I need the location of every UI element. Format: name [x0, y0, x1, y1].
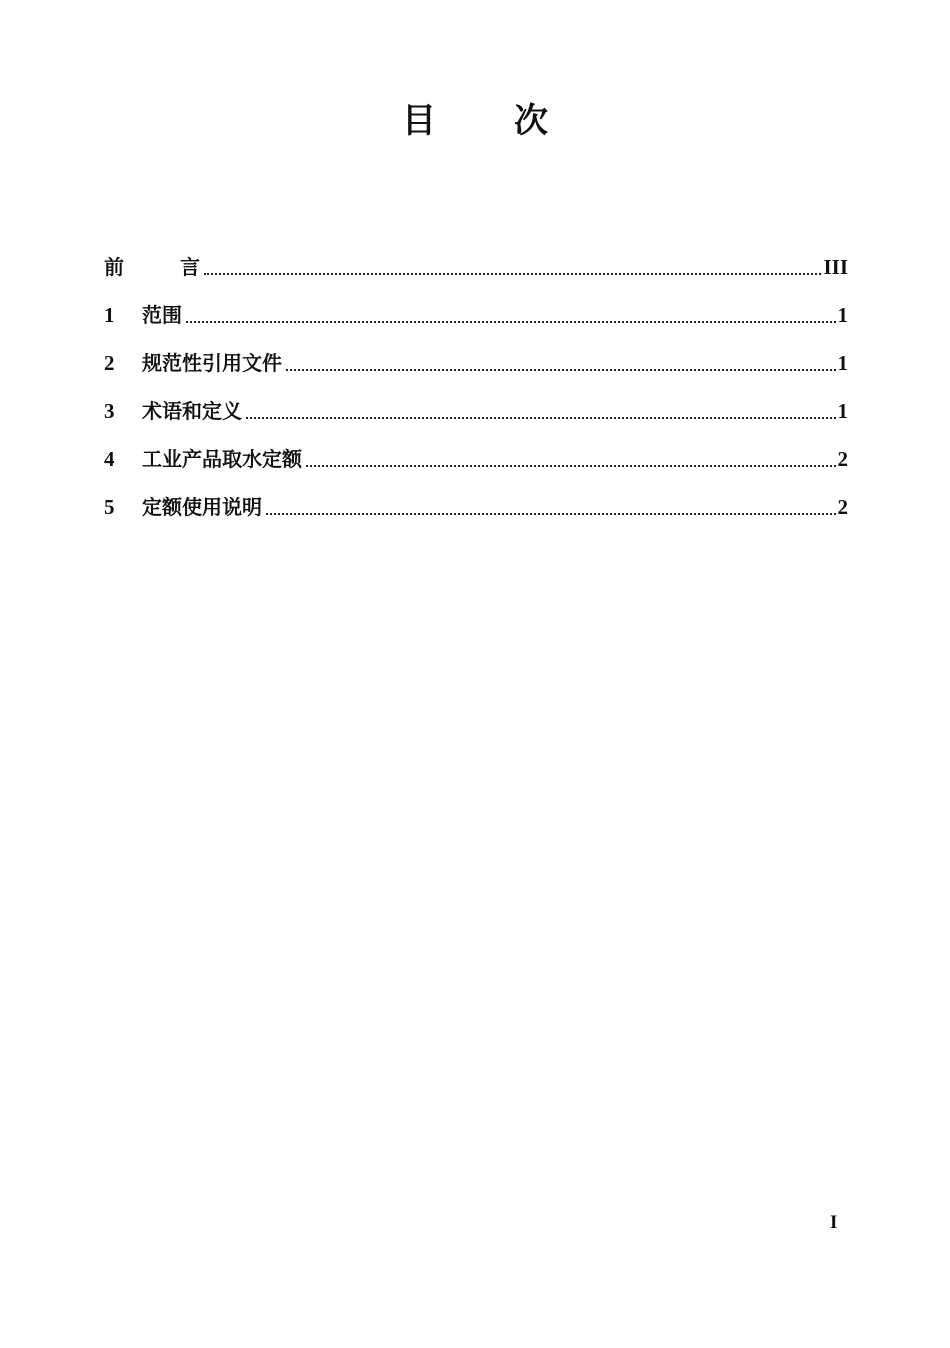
title-char-1: 目 [402, 101, 436, 141]
toc-entry-label: 定额使用说明 [142, 495, 262, 519]
toc-entry-scope[interactable] [104, 280, 848, 328]
table-of-contents [104, 232, 848, 520]
toc-entry-number: 3 [104, 399, 115, 423]
dot-leader [204, 272, 821, 275]
toc-entry-label: 前 言 [104, 255, 200, 279]
toc-entry-page: 2 [837, 495, 848, 519]
title-char-2: 次 [514, 101, 548, 141]
dot-leader [266, 512, 836, 515]
toc-entry-page: 1 [837, 351, 848, 375]
toc-entry-terms-definitions[interactable] [104, 376, 848, 424]
toc-entry-label: 术语和定义 [142, 399, 242, 423]
toc-entry-label: 工业产品取水定额 [142, 447, 302, 471]
dot-leader [246, 416, 836, 419]
page-title [0, 101, 950, 141]
toc-entry-normative-references[interactable] [104, 328, 848, 376]
dot-leader [306, 464, 836, 467]
toc-entry-quota-usage[interactable] [104, 472, 848, 520]
toc-entry-page: 1 [837, 303, 848, 327]
toc-entry-page: III [823, 255, 848, 279]
dot-leader [186, 320, 836, 323]
toc-entry-page: 2 [837, 447, 848, 471]
dot-leader [286, 368, 836, 371]
toc-entry-label: 规范性引用文件 [142, 351, 282, 375]
toc-entry-number: 2 [104, 351, 115, 375]
toc-entry-water-quota[interactable] [104, 424, 848, 472]
toc-entry-page: 1 [837, 399, 848, 423]
toc-entry-number: 1 [104, 303, 115, 327]
toc-entry-number: 5 [104, 495, 115, 519]
toc-entry-label: 范围 [142, 303, 182, 327]
page-number: I [830, 1212, 838, 1233]
toc-entry-preface[interactable] [104, 232, 848, 280]
toc-entry-number: 4 [104, 447, 115, 471]
